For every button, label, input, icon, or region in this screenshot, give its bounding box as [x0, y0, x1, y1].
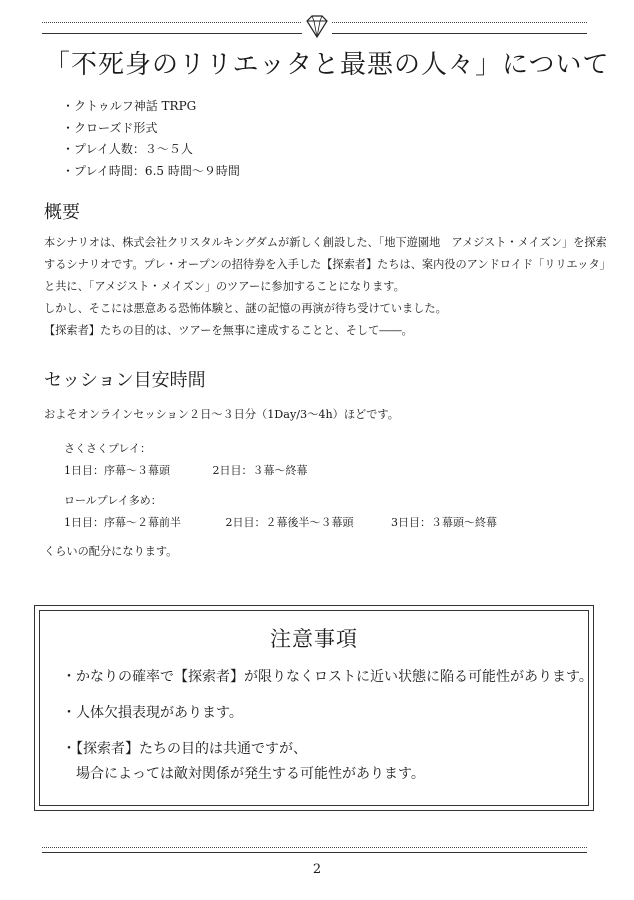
overview-line: するシナリオです。プレ・オープンの招待券を入手した【探索者】たちは、案内役のアンドロイド「リリエッタ」 [44, 258, 611, 271]
footer-rule-dotted [42, 847, 587, 848]
diamond-icon [302, 14, 332, 40]
overview-heading: 概要 [44, 202, 80, 223]
session-heading: セッション目安時間 [44, 370, 206, 391]
schedule-day: 1日目：序幕～２幕前半 [64, 516, 181, 529]
notice-inner-border [39, 610, 593, 806]
notice-item: ・人体欠損表現があります。 [62, 705, 243, 721]
schedule-day: 3日目：３幕頭～終幕 [391, 516, 497, 529]
notice-heading: 注意事項 [270, 627, 358, 651]
schedule-day: 2日目：２幕後半～３幕頭 [225, 516, 354, 529]
notice-item: ・【探索者】たちの目的は共通ですが、 [62, 741, 307, 757]
quick-play-schedule [64, 462, 308, 478]
session-outro: くらいの配分になります。 [44, 545, 178, 558]
spec-item: ・ クローズド形式 [62, 118, 240, 140]
overview-line: しかし、そこには悪意ある恐怖体験と、謎の記憶の再演が待ち受けていました。 [44, 302, 447, 315]
schedule-day: 2日目：３幕～終幕 [212, 464, 308, 477]
spec-item: ・ プレイ時間：6.5 時間～９時間 [62, 161, 240, 183]
spec-list [62, 96, 240, 182]
notice-item: ・かなりの確率で【探索者】が限りなくロストに近い状態に陥る可能性があります。 [62, 669, 593, 685]
roleplay-label: ロールプレイ多め： [64, 494, 162, 507]
overview-line: と共に、「アメジスト・メイズン」のツアーに参加することになります。 [44, 280, 405, 293]
overview-line: 本シナリオは、株式会社クリスタルキングダムが新しく創設した、「地下遊園地 アメジスト・メイズン」を探索 [44, 236, 607, 249]
session-intro: およそオンラインセッション２日～３日分（1Day/3～4h）ほどです。 [44, 408, 399, 421]
quick-play-label: さくさくプレイ： [64, 442, 152, 455]
spec-item: ・ クトゥルフ神話 TRPG [62, 96, 240, 118]
page-title: 「不死身のリリエッタと最悪の人々」について [44, 50, 610, 80]
schedule-day: 1日目：序幕～３幕頭 [64, 464, 170, 477]
spec-item: ・ プレイ人数：３～５人 [62, 139, 240, 161]
page-number: 2 [312, 862, 322, 877]
overview-line: 【探索者】たちの目的は、ツアーを無事に達成することと、そして――。 [44, 324, 413, 337]
roleplay-schedule [64, 514, 497, 530]
overview-text [44, 232, 611, 342]
notice-box [34, 605, 594, 811]
notice-item: 場合によっては敵対関係が発生する可能性があります。 [62, 766, 425, 782]
footer-rule [42, 852, 587, 853]
